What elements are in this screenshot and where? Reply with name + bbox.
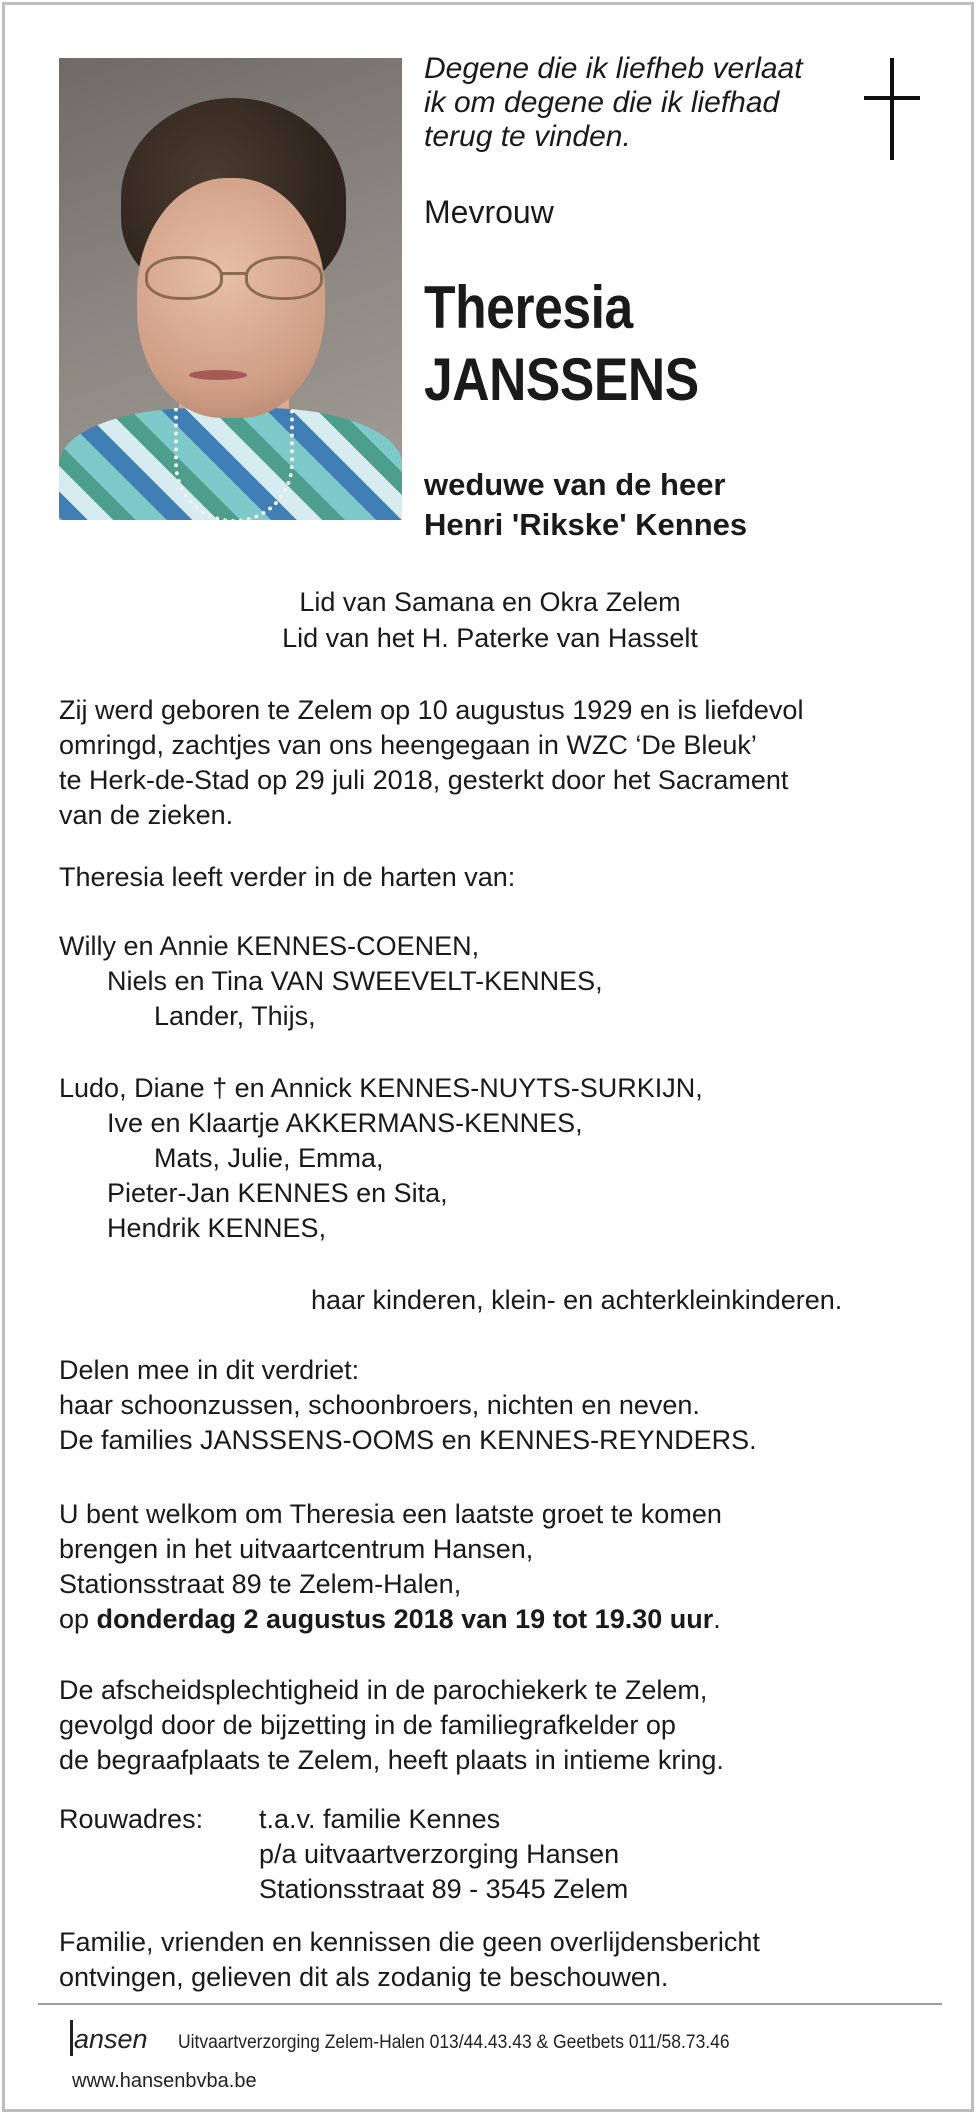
memberships: Lid van Samana en Okra Zelem Lid van het H. Paterke van Hasselt	[282, 587, 698, 653]
family-group-2: Ludo, Diane † en Annick KENNES-NUYTS-SURKIJN, Ive en Klaartje AKKERMANS-KENNES, Mats, Julie, Emma, Pieter-Jan KENNES en Sita, Hendrik KENNES,	[59, 1073, 703, 1243]
deceased-name: Theresia JANSSENS	[424, 274, 699, 413]
honorific: Mevrouw	[424, 194, 554, 230]
closing-paragraph: Familie, vrienden en kennissen die geen overlijdensbericht ontvingen, gelieven dit als zodanig te beschouwen.	[59, 1927, 760, 1992]
visitation-paragraph: U bent welkom om Theresia een laatste groet te komen brengen in het uitvaartcentrum Hansen, Stationsstraat 89 te Zelem-Halen, op donderdag 2 augustus 2018 van 19 tot 19.30 uur.	[59, 1499, 722, 1634]
hansen-logo: ansen	[66, 2018, 174, 2058]
birth-and-death-paragraph: Zij werd geboren te Zelem op 10 augustus 1929 en is liefdevol omringd, zachtjes van ons heengegaan in WZC ‘De Bleuk’ te Herk-de-Stad op 29 juli 2018, gesterkt door het Sacrament van de zieken.	[59, 695, 804, 830]
visitation-datetime: donderdag 2 augustus 2018 van 19 tot 19.30 uur	[96, 1604, 714, 1634]
footer-divider	[38, 2003, 942, 2005]
portrait-photo	[59, 58, 402, 520]
children-label: haar kinderen, klein- en achterkleinkinderen.	[311, 1285, 843, 1315]
widow-of: weduwe van de heer Henri 'Rikske' Kennes	[424, 467, 748, 542]
shared-grief-paragraph: Delen mee in dit verdriet: haar schoonzussen, schoonbroers, nichten en neven. De families JANSSENS-OOMS en KENNES-REYNDERS.	[59, 1355, 757, 1455]
ceremony-paragraph: De afscheidsplechtigheid in de parochiekerk te Zelem, gevolgd door de bijzetting in de familiegrafkelder op de begraafplaats te Zelem, heeft plaats in intieme kring.	[59, 1675, 724, 1775]
mourning-address-label: Rouwadres:	[59, 1804, 204, 1834]
lives-on-heading: Theresia leeft verder in de harten van:	[59, 862, 516, 892]
family-group-1: Willy en Annie KENNES-COENEN, Niels en Tina VAN SWEEVELT-KENNES, Lander, Thijs,	[59, 931, 603, 1031]
memorial-quote: Degene die ik liefheb verlaat ik om degene die ik liefhad terug te vinden.	[424, 52, 803, 153]
cross-icon	[864, 58, 920, 160]
website-link[interactable]: www.hansenbvba.be	[72, 2070, 257, 2092]
funeral-home-details: Uitvaartverzorging Zelem-Halen 013/44.43.43 & Geetbets 011/58.73.46	[178, 2032, 730, 2053]
